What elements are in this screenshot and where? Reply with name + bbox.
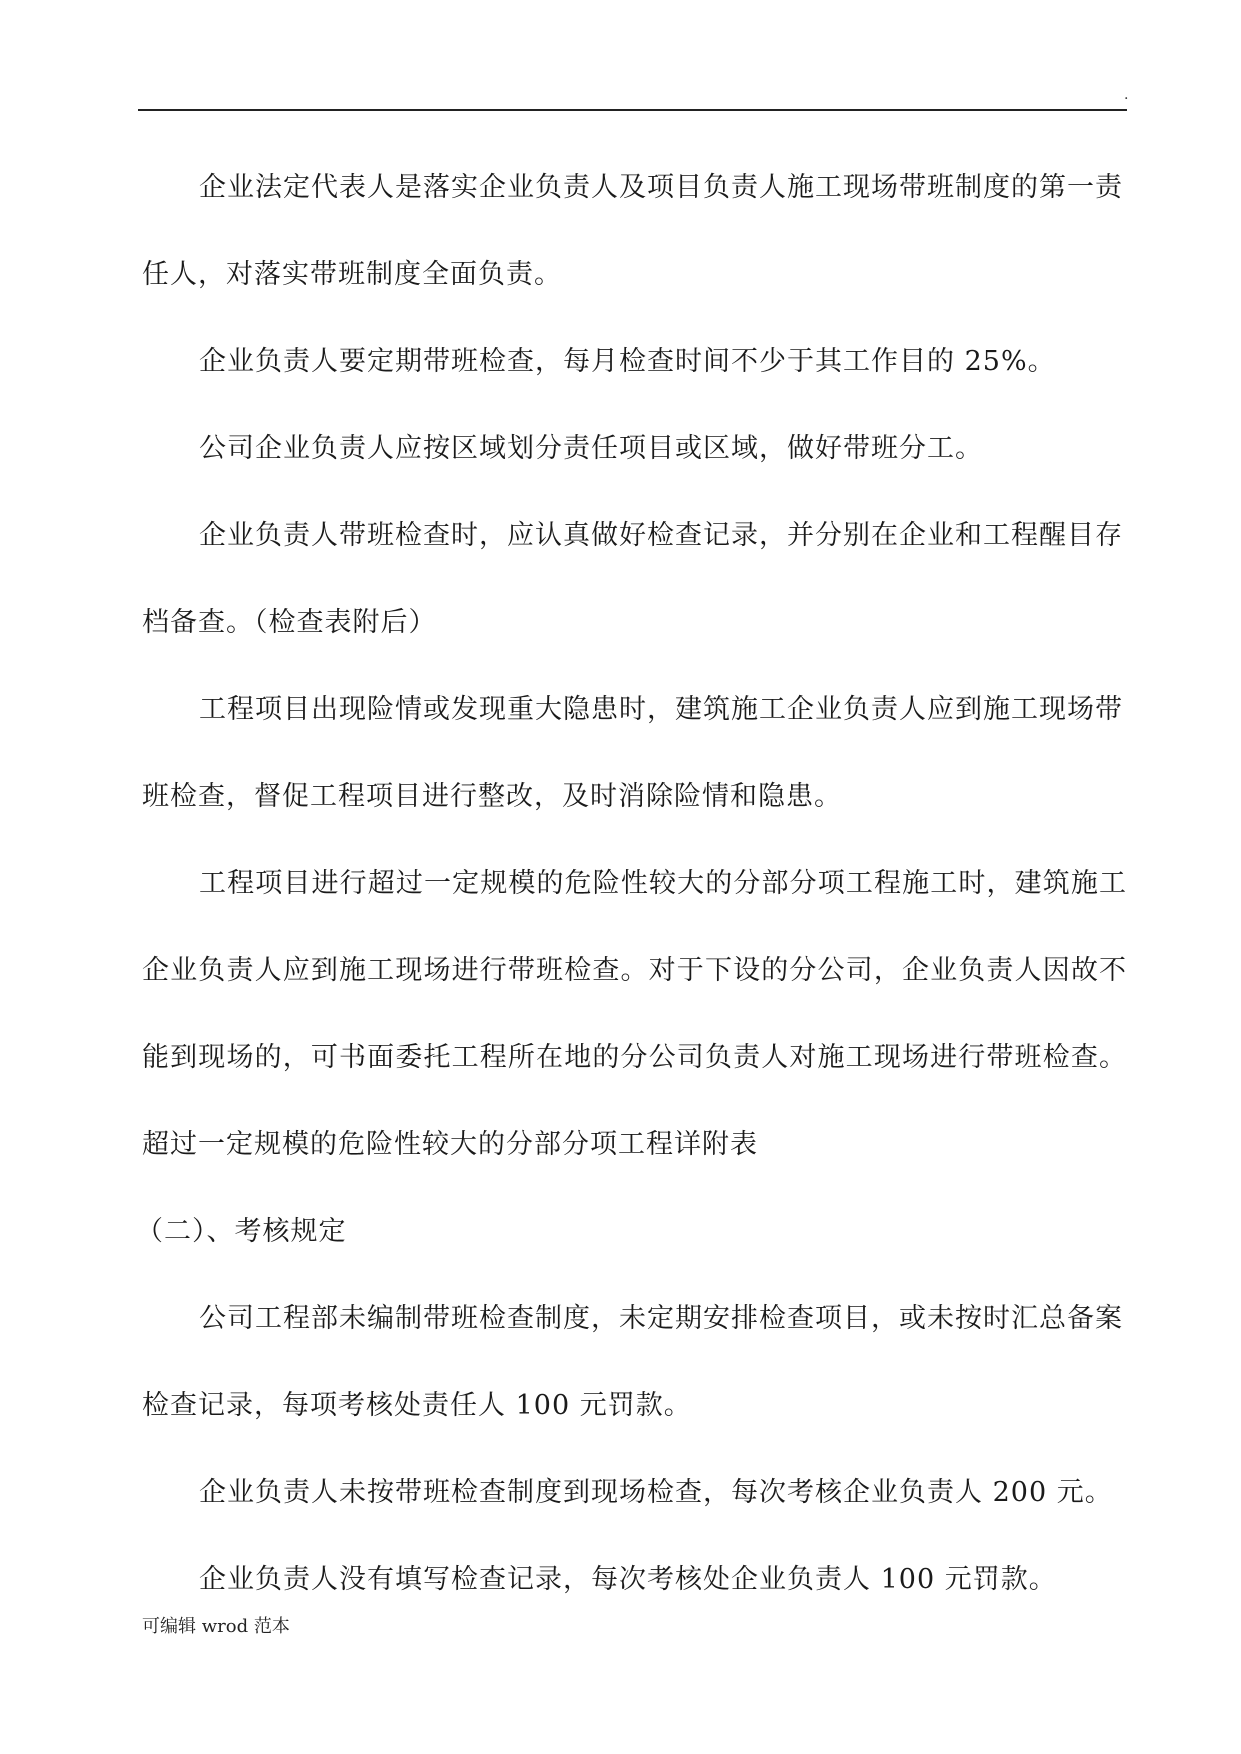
rule-site-inspection-penalty: 企业负责人未按带班检查制度到现场检查，每次考核企业负责人 200 元。 (199, 1477, 1113, 1508)
paragraph-dangerous-works: 工程项目进行超过一定规模的危险性较大的分部分项工程施工时，建筑施工企业负责人应到施工现场进行带班检查。对于下设的分公司，企业负责人因故不能到现场的，可书面委托工程所在地的分公司负责人对施工现场进行带班检查。超过一定规模的危险性较大的分部分项工程详附表 (142, 868, 1127, 1160)
header-rule (138, 109, 1127, 111)
rule-record-penalty: 企业负责人没有填写检查记录，每次考核处企业负责人 100 元罚款。 (199, 1564, 1057, 1595)
paragraph-monthly-inspection: 企业负责人要定期带班检查，每月检查时间不少于其工作目的 25%。 (199, 346, 1056, 377)
paragraph-legal-representative: 企业法定代表人是落实企业负责人及项目负责人施工现场带班制度的第一责任人，对落实带班制度全面负责。 (142, 172, 1123, 290)
document-body (136, 144, 1127, 1623)
paragraph-inspection-records: 企业负责人带班检查时，应认真做好检查记录，并分别在企业和工程醒目存档备查。（检查表附后） (142, 520, 1123, 638)
header-mark: . (1124, 87, 1129, 103)
paragraph-hazard-response: 工程项目出现险情或发现重大隐患时，建筑施工企业负责人应到施工现场带班检查，督促工程项目进行整改，及时消除险情和隐患。 (142, 694, 1123, 812)
footer-note: 可编辑 wrod 范本 (142, 1616, 290, 1637)
section-heading-assessment: （二）、考核规定 (136, 1216, 347, 1247)
paragraph-area-division: 公司企业负责人应按区域划分责任项目或区域，做好带班分工。 (199, 433, 983, 464)
rule-engineering-department: 公司工程部未编制带班检查制度，未定期安排检查项目，或未按时汇总备案检查记录，每项考核处责任人 100 元罚款。 (142, 1303, 1123, 1421)
